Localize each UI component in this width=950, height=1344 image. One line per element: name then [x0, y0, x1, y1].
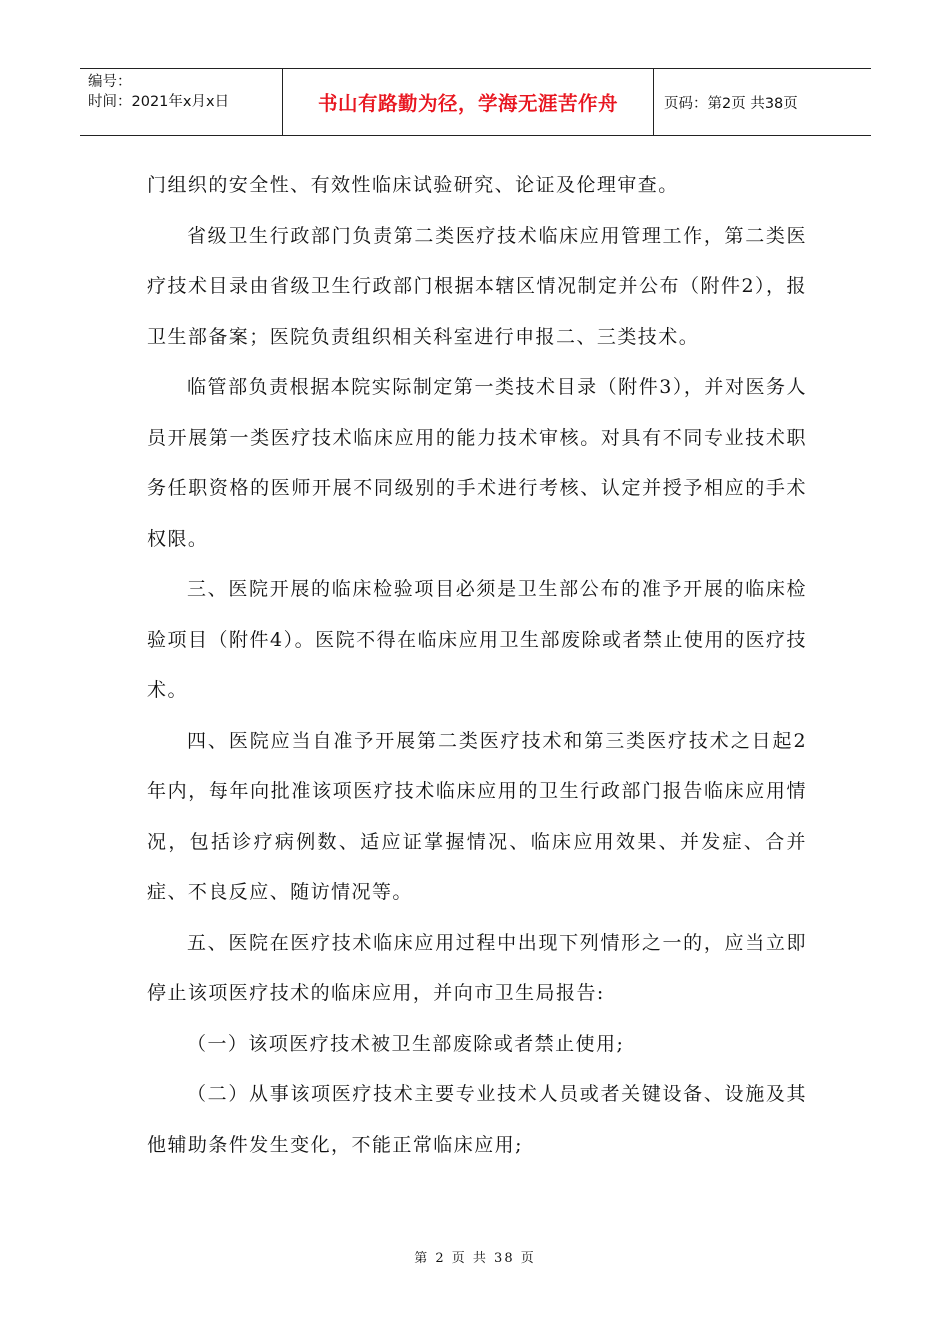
document-number: 编号：: [88, 74, 132, 90]
header-meta: [80, 69, 283, 135]
paragraph: 临管部负责根据本院实际制定第一类技术目录（附件3），并对医务人员开展第一类医疗技术临床应用的能力技术审核。对具有不同专业技术职务任职资格的医师开展不同级别的手术进行考核、认定并授予相应的手术权限。: [147, 376, 807, 550]
paragraph: 四、医院应当自准予开展第二类医疗技术和第三类医疗技术之日起2年内，每年向批准该项医疗技术临床应用的卫生行政部门报告临床应用情况，包括诊疗病例数、适应证掌握情况、临床应用效果、并发症、合并症、不良反应、随访情况等。: [147, 729, 807, 903]
paragraph: 门组织的安全性、有效性临床试验研究、论证及伦理审查。: [147, 174, 679, 196]
paragraph: 省级卫生行政部门负责第二类医疗技术临床应用管理工作，第二类医疗技术目录由省级卫生行政部门根据本辖区情况制定并公布（附件2），报卫生部备案；医院负责组织相关科室进行申报二、三类技术。: [147, 224, 807, 348]
paragraph: （二）从事该项医疗技术主要专业技术人员或者关键设备、设施及其他辅助条件发生变化，不能正常临床应用;: [147, 1083, 807, 1156]
document-body: [147, 160, 807, 1170]
document-date: 时间：2021年x月x日: [88, 94, 230, 110]
paragraph: 五、医院在医疗技术临床应用过程中出现下列情形之一的，应当立即停止该项医疗技术的临床应用，并向市卫生局报告:: [147, 931, 807, 1004]
header-page-info: 页码：第2页 共38页: [664, 95, 798, 112]
header-motto: 书山有路勤为径，学海无涯苦作舟: [283, 69, 654, 135]
paragraph: （一）该项医疗技术被卫生部废除或者禁止使用;: [187, 1032, 625, 1055]
page-header: [80, 68, 871, 136]
paragraph: 三、医院开展的临床检验项目必须是卫生部公布的准予开展的临床检验项目（附件4）。医院不得在临床应用卫生部废除或者禁止使用的医疗技术。: [147, 578, 807, 701]
page-footer: 第 2 页 共 38 页: [414, 1251, 536, 1266]
